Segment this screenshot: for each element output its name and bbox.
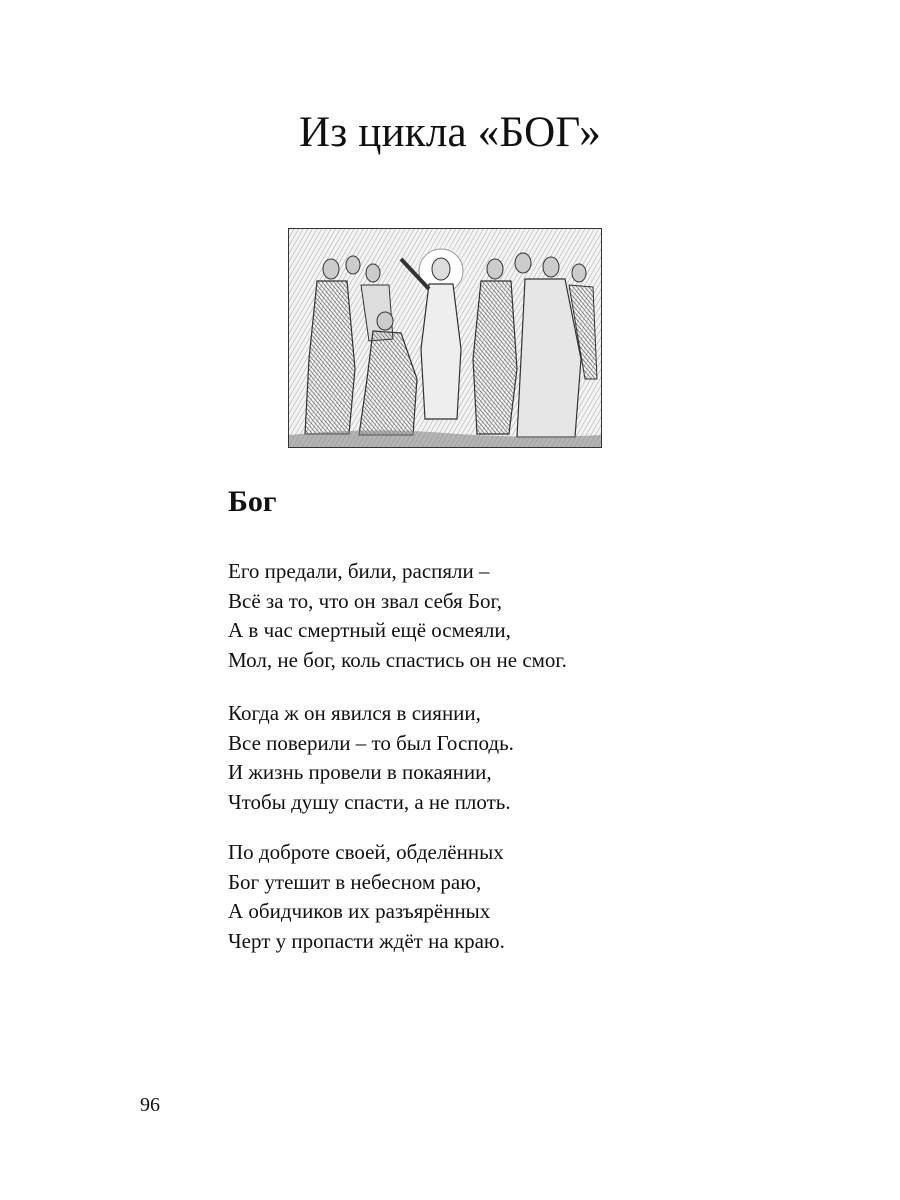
poem-line: А обидчиков их разъярённых: [228, 899, 491, 923]
poem-line: Всё за то, что он звал себя Бог,: [228, 588, 503, 613]
poem-line: И жизнь провели в покаянии,: [228, 760, 492, 784]
poem-line: Его предали, били, распяли –: [228, 559, 490, 583]
page-number: 96: [140, 1094, 160, 1116]
poem-line: По доброте своей, обделённых: [228, 840, 504, 864]
section-title: Из цикла «БОГ»: [298, 109, 602, 156]
poem-line: Мол, не бог, коль спастись он не смог.: [228, 647, 567, 672]
poem-line: Чтобы душу спасти, а не плоть.: [228, 789, 511, 814]
stanza-1: [228, 557, 567, 675]
stanza-2: [228, 699, 514, 817]
engraving-illustration: [288, 228, 602, 448]
poem-line: Черт у пропасти ждёт на краю.: [228, 928, 505, 953]
stanza-3: [228, 838, 505, 956]
poem-line: Бог утешит в небесном раю,: [228, 869, 482, 894]
poem-line: А в час смертный ещё осмеяли,: [228, 618, 511, 642]
poem-line: Когда ж он явился в сиянии,: [228, 701, 481, 725]
poem-title: Бог: [228, 485, 277, 518]
engraving-transfiguration-icon: [289, 229, 601, 447]
poem-line: Все поверили – то был Господь.: [228, 730, 514, 755]
